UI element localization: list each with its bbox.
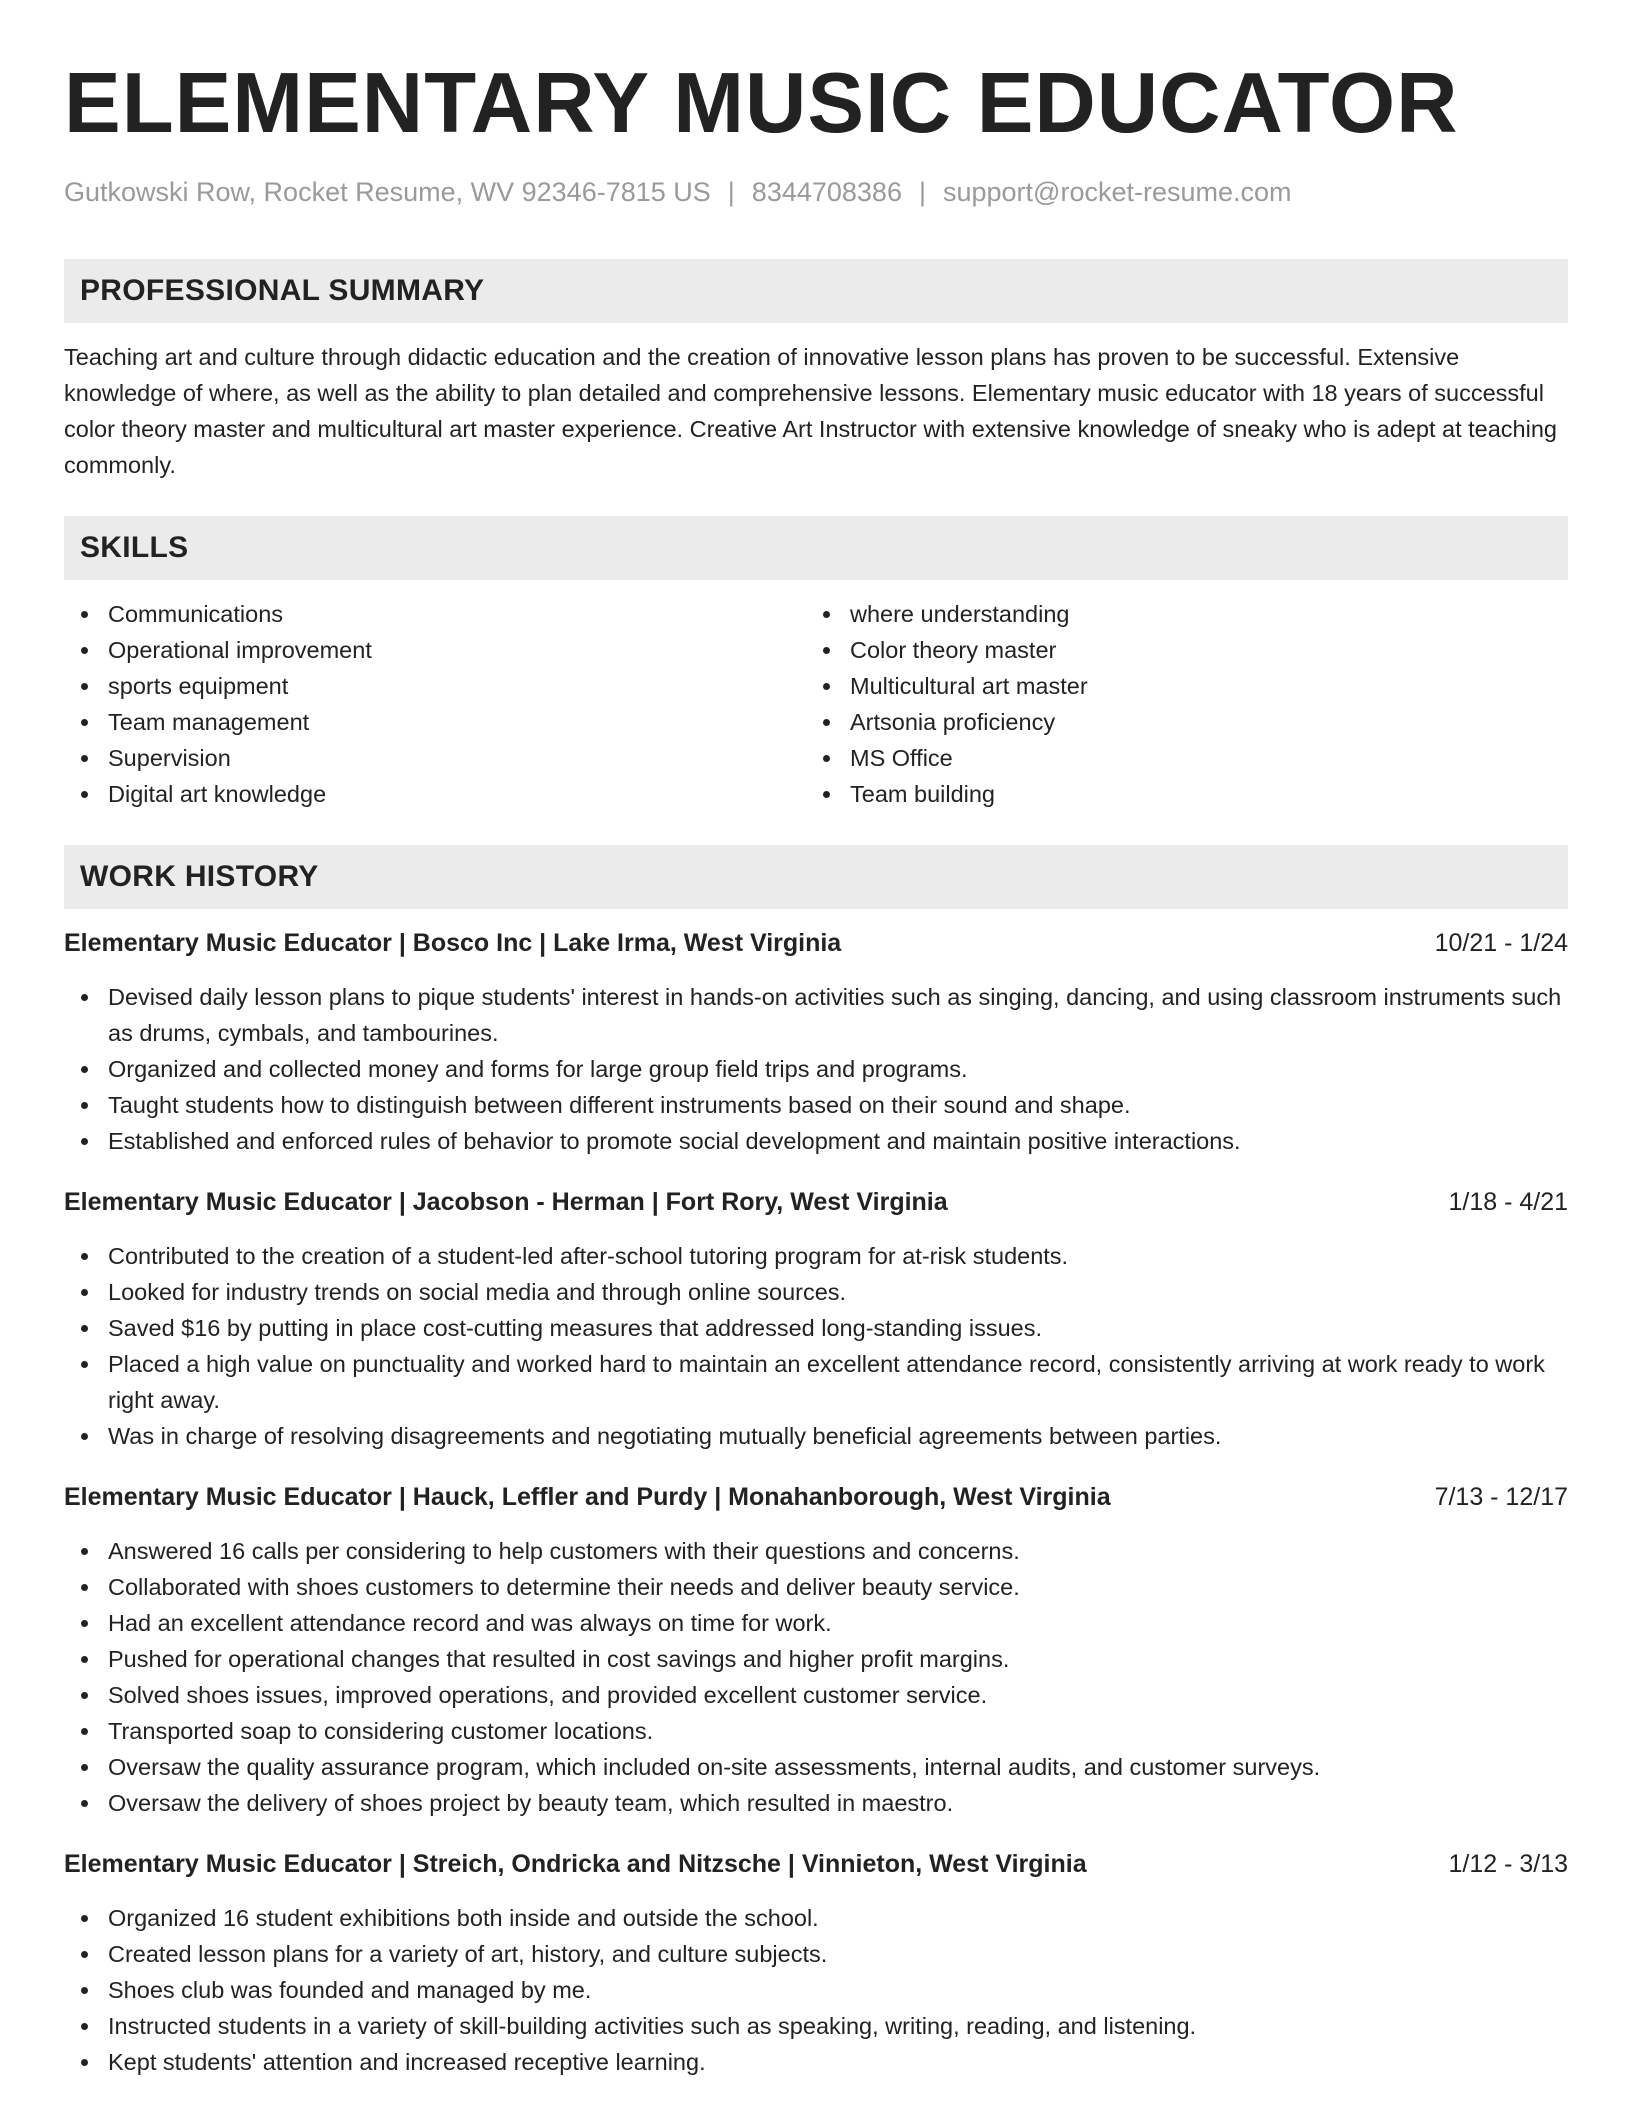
skill-item: sports equipment <box>64 668 806 704</box>
work-history-heading: WORK HISTORY <box>64 845 1568 909</box>
job-bullet: Shoes club was founded and managed by me. <box>64 1972 1568 2008</box>
job-bullet: Had an excellent attendance record and was always on time for work. <box>64 1605 1568 1641</box>
job-bullet: Organized 16 student exhibitions both inside and outside the school. <box>64 1900 1568 1936</box>
summary-text: Teaching art and culture through didactic education and the creation of innovative lesson plans has proven to be successful. Extensive knowledge of where, as well as the ability to plan detailed and comprehensive lessons. Elementary music educator with 18 years of successful color theory master and multicultural art master experience. Creative Art Instructor with extensive knowledge of sneaky who is adept at teaching commonly. <box>64 344 1557 478</box>
skill-item: Digital art knowledge <box>64 776 806 812</box>
job-title: Elementary Music Educator | Jacobson - Herman | Fort Rory, West Virginia <box>64 1188 948 1216</box>
job-bullet: Oversaw the quality assurance program, which included on-site assessments, internal audits, and customer surveys. <box>64 1749 1568 1785</box>
job-dates: 10/21 - 1/24 <box>1434 929 1568 957</box>
skill-item: MS Office <box>806 740 1548 776</box>
job-bullet: Devised daily lesson plans to pique students' interest in hands-on activities such as singing, dancing, and using classroom instruments such as drums, cymbals, and tambourines. <box>64 979 1568 1051</box>
job-bullet: Created lesson plans for a variety of art, history, and culture subjects. <box>64 1936 1568 1972</box>
job-bullet: Taught students how to distinguish between different instruments based on their sound and shape. <box>64 1087 1568 1123</box>
skill-item: Supervision <box>64 740 806 776</box>
job-bullet: Collaborated with shoes customers to determine their needs and deliver beauty service. <box>64 1569 1568 1605</box>
contact-phone: 8344708386 <box>751 177 902 207</box>
contact-address: Gutkowski Row, Rocket Resume, WV 92346-7815 US <box>64 177 711 207</box>
contact-line <box>64 176 1568 208</box>
job-bullet: Oversaw the delivery of shoes project by beauty team, which resulted in maestro. <box>64 1785 1568 1821</box>
skill-item: Communications <box>64 596 806 632</box>
job-title: Elementary Music Educator | Bosco Inc | Lake Irma, West Virginia <box>64 929 842 957</box>
contact-separator: | <box>727 177 735 207</box>
work-history-list <box>64 925 1568 2080</box>
job-dates: 1/12 - 3/13 <box>1448 1850 1568 1878</box>
job-entry <box>64 925 1568 1159</box>
job-bullets <box>64 1238 1568 1454</box>
job-entry <box>64 1846 1568 2080</box>
job-header <box>64 925 1568 961</box>
job-header <box>64 1479 1568 1515</box>
job-bullet: Was in charge of resolving disagreements and negotiating mutually beneficial agreements between parties. <box>64 1418 1568 1454</box>
skill-item: Team management <box>64 704 806 740</box>
skill-item: Color theory master <box>806 632 1548 668</box>
job-bullet: Organized and collected money and forms for large group field trips and programs. <box>64 1051 1568 1087</box>
skill-item: where understanding <box>806 596 1548 632</box>
job-bullets <box>64 1533 1568 1821</box>
skills-heading: SKILLS <box>64 516 1568 580</box>
skill-item: Artsonia proficiency <box>806 704 1548 740</box>
job-bullet: Placed a high value on punctuality and worked hard to maintain an excellent attendance record, consistently arriving at work ready to work right away. <box>64 1346 1568 1418</box>
job-dates: 7/13 - 12/17 <box>1434 1483 1568 1511</box>
job-bullet: Transported soap to considering customer locations. <box>64 1713 1568 1749</box>
job-title: Elementary Music Educator | Streich, Ondricka and Nitzsche | Vinnieton, West Virginia <box>64 1850 1087 1878</box>
job-entry <box>64 1184 1568 1454</box>
job-title: Elementary Music Educator | Hauck, Leffler and Purdy | Monahanborough, West Virginia <box>64 1483 1111 1511</box>
job-dates: 1/18 - 4/21 <box>1448 1188 1568 1216</box>
job-header <box>64 1846 1568 1882</box>
contact-separator: | <box>918 177 926 207</box>
job-bullet: Kept students' attention and increased receptive learning. <box>64 2044 1568 2080</box>
job-bullet: Saved $16 by putting in place cost-cutting measures that addressed long-standing issues. <box>64 1310 1568 1346</box>
resume-page <box>64 56 1568 2080</box>
job-bullet: Contributed to the creation of a student-led after-school tutoring program for at-risk students. <box>64 1238 1568 1274</box>
job-bullet: Looked for industry trends on social media and through online sources. <box>64 1274 1568 1310</box>
summary-heading: PROFESSIONAL SUMMARY <box>64 259 1568 323</box>
job-entry <box>64 1479 1568 1821</box>
job-bullet: Answered 16 calls per considering to help customers with their questions and concerns. <box>64 1533 1568 1569</box>
job-bullets <box>64 1900 1568 2080</box>
job-header <box>64 1184 1568 1220</box>
skills-list <box>64 596 1568 812</box>
skill-item: Multicultural art master <box>806 668 1548 704</box>
skill-item: Team building <box>806 776 1548 812</box>
job-bullet: Instructed students in a variety of skill-building activities such as speaking, writing, reading, and listening. <box>64 2008 1568 2044</box>
skill-item: Operational improvement <box>64 632 806 668</box>
skills-column-right <box>806 596 1548 812</box>
job-bullet: Established and enforced rules of behavior to promote social development and maintain positive interactions. <box>64 1123 1568 1159</box>
job-bullet: Solved shoes issues, improved operations, and provided excellent customer service. <box>64 1677 1568 1713</box>
job-bullet: Pushed for operational changes that resulted in cost savings and higher profit margins. <box>64 1641 1568 1677</box>
skills-column-left <box>64 596 806 812</box>
job-bullets <box>64 979 1568 1159</box>
page-title: ELEMENTARY MUSIC EDUCATOR <box>64 56 1459 151</box>
contact-email: support@rocket-resume.com <box>942 177 1292 207</box>
